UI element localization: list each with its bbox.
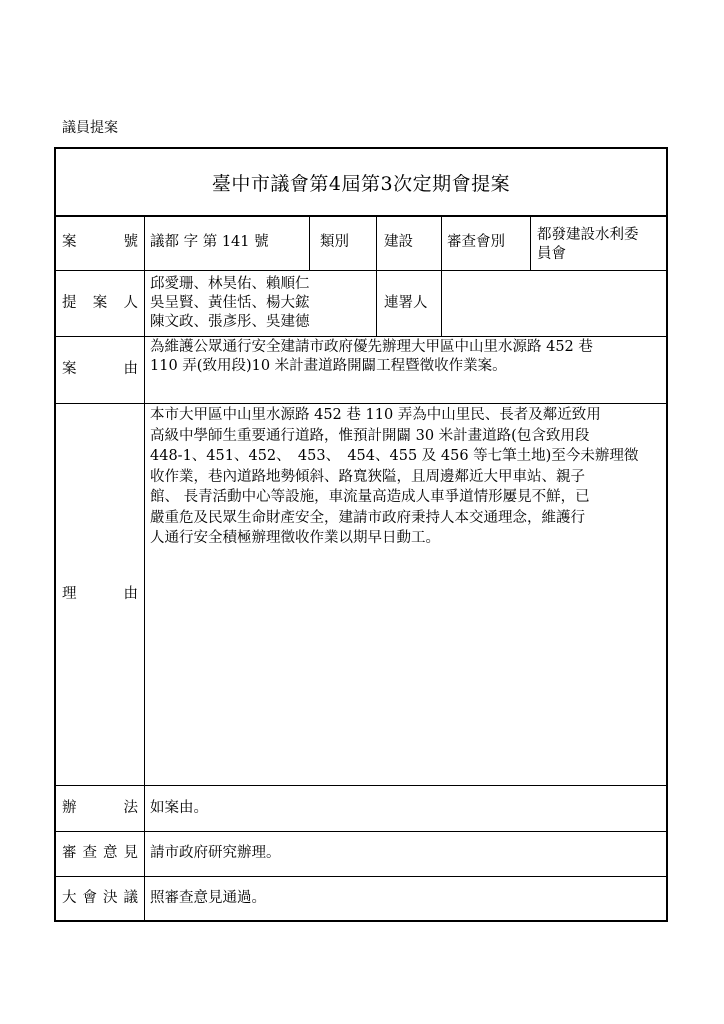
committee-value: 都發建設水利委 員會 [537,227,639,262]
subject-text: 為維護公眾通行安全建請市政府優先辦理大甲區中山里水源路 452 巷 110 弄(致用段)10 米計畫道路開闢工程暨徵收作業案。 [150,339,593,374]
proposer-names: 邱愛珊、林昊佑、賴順仁 吳呈賢、黃佳恬、楊大鋐 陳文政、張彥彤、吳建德 [150,276,310,330]
document-type-label: 議員提案 [62,120,118,136]
review-opinion-value: 請市政府研究辦理。 [150,845,281,861]
category-value: 建設 [384,234,413,250]
resolution-value: 照審查意見通過。 [150,889,266,906]
category-label: 類別 [320,234,349,250]
case-number-label: 案號 [62,234,138,250]
divider [56,336,666,337]
column-divider [309,215,310,270]
proposer-label: 提案人 [62,294,138,311]
committee-label: 審查會別 [447,234,505,250]
proposal-form [54,147,668,922]
method-value: 如案由。 [150,799,208,816]
cosigner-label: 連署人 [384,294,428,311]
resolution-label: 大會決議 [62,889,138,906]
column-divider [144,215,145,922]
review-opinion-label: 審查意見 [62,845,138,861]
cosigner-value [447,270,665,336]
form-title: 臺中市議會第4屆第3次定期會提案 [211,172,511,195]
reason-text: 本市大甲區中山里水源路 452 巷 110 弄為中山里民、長者及鄰近致用 高級中學師生重要通行道路，惟預計開闢 30 米計畫道路(包含致用段 448-1、451、452、 453、 454、455 及 456 等七筆土地)至今未辦理徵 收作業，巷內道路地勢傾斜、路寬狹隘，且周邊鄰近大甲車站、親子 館、 長青活動中心等設施，車流量高造成人車爭道情形屢見不鮮，已 嚴重危及民眾生命財產安全，建請市政府秉持人本交通理念，維護行 人通行安全積極辦理徵收作業以期早日動工。 [150,407,639,546]
reason-label: 理由 [62,585,138,602]
column-divider [441,215,442,270]
column-divider [441,270,442,336]
column-divider [376,270,377,336]
subject-label: 案由 [62,361,138,377]
column-divider [376,215,377,270]
divider [56,403,666,404]
method-label: 辦法 [62,799,138,816]
case-number-value: 議都 字 第 141 號 [150,234,269,250]
column-divider [530,215,531,270]
